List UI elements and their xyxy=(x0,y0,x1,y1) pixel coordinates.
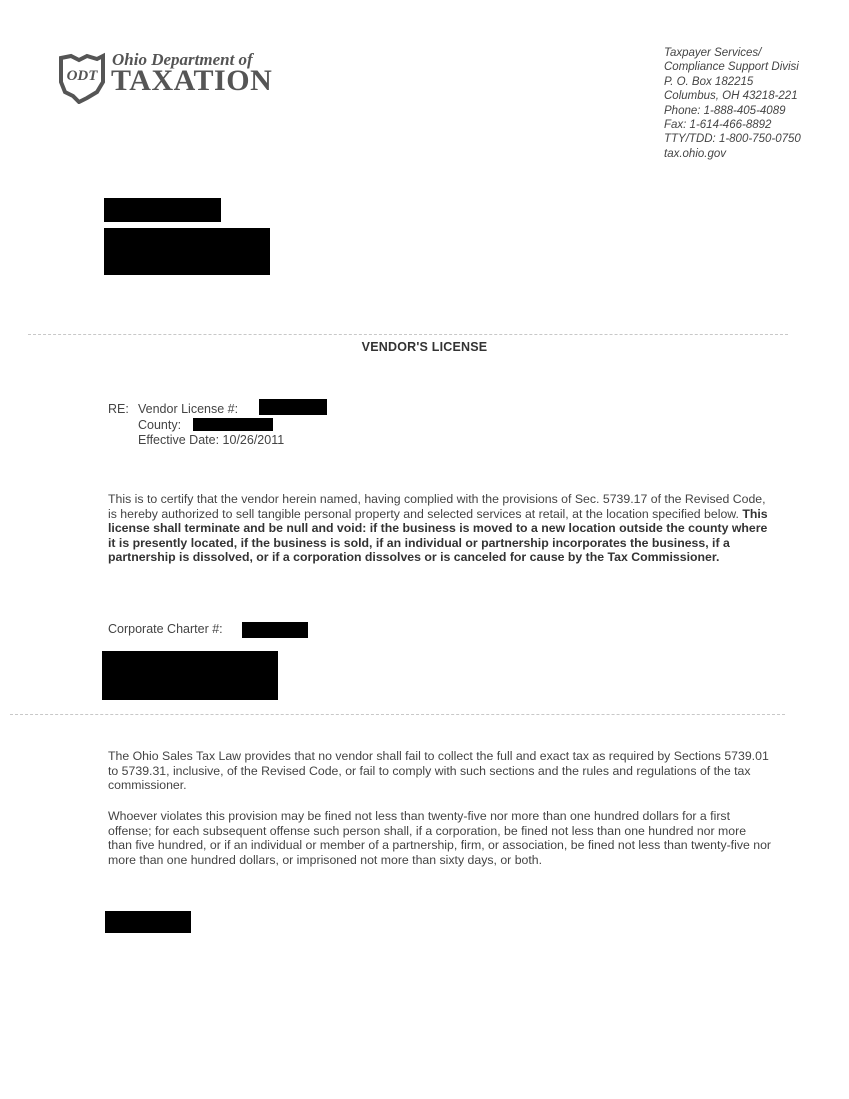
certification-text: This is to certify that the vendor herein named, having complied with the provisions of Sec. 5739.17 of the Revised Code, is hereby authorized to sell tangible personal property and selected services at retail, at the location specified below. xyxy=(108,492,766,521)
termination-clause: This license shall terminate and be null and void: if the business is moved to a new location outside the county where it is presently located, if the business is sold, if an individual or partnership incorporates the business, if a partnership is dissolved, or if a corporation dissolves or is canceled for cause by the Tax Commissioner. xyxy=(108,506,768,565)
redacted-charter-number xyxy=(242,622,308,638)
address-line: Compliance Support Divisi xyxy=(664,61,799,74)
effective-date-row xyxy=(138,433,284,447)
address-line: Phone: 1-888-405-4089 xyxy=(664,104,786,117)
redacted-recipient-address xyxy=(104,228,270,275)
sales-tax-law-paragraph: The Ohio Sales Tax Law provides that no vendor shall fail to collect the full and exact tax as required by Sections 5739.01 to 5739.31, inclusive, of the Revised Code, or fail to comply with such sections and the rules and regulations of the tax commissioner. xyxy=(108,749,769,793)
address-line: Taxpayer Services/ xyxy=(664,47,762,59)
corporate-charter-label: Corporate Charter #: xyxy=(108,622,223,636)
redacted-business-location xyxy=(102,651,278,700)
re-label: RE: xyxy=(108,402,129,416)
redacted-county xyxy=(193,418,273,431)
scan-line xyxy=(10,714,785,715)
redacted-signature xyxy=(105,911,191,933)
address-line: tax.ohio.gov xyxy=(664,147,727,160)
address-line: Columbus, OH 43218-221 xyxy=(664,90,798,103)
address-line: TTY/TDD: 1-800-750-0750 xyxy=(664,133,801,146)
penalty-paragraph: Whoever violates this provision may be fined not less than twenty-five nor more than one hundred dollars for a first offense; for each subsequent offense such person shall, if a corporation, be fined not less than one hundred nor more than five hundred, or if an individual or member of a partnership, firm, or association, be fined not less than twenty-five nor more than one hundred dollars, or imprisoned not more than sixty days, or both. xyxy=(108,809,772,867)
county-label: County: xyxy=(138,418,182,432)
scan-line xyxy=(28,334,788,335)
agency-name-line1: Ohio Department of xyxy=(112,50,253,69)
redacted-recipient-name xyxy=(104,198,221,222)
effective-date-label: Effective Date: xyxy=(138,433,220,447)
address-block xyxy=(664,46,849,161)
logo-letters: ODT xyxy=(66,68,98,84)
address-line: Fax: 1-614-466-8892 xyxy=(664,119,772,132)
vendor-license-label: Vendor License #: xyxy=(138,402,239,416)
agency-name-line2: TAXATION xyxy=(111,64,273,97)
address-line: P. O. Box 182215 xyxy=(664,75,754,88)
effective-date-value: 10/26/2011 xyxy=(222,433,285,447)
redacted-license-number xyxy=(259,399,327,415)
ohio-state-logo-icon xyxy=(57,52,107,104)
certification-paragraph xyxy=(108,492,768,565)
document-title: VENDOR'S LICENSE xyxy=(361,340,488,354)
